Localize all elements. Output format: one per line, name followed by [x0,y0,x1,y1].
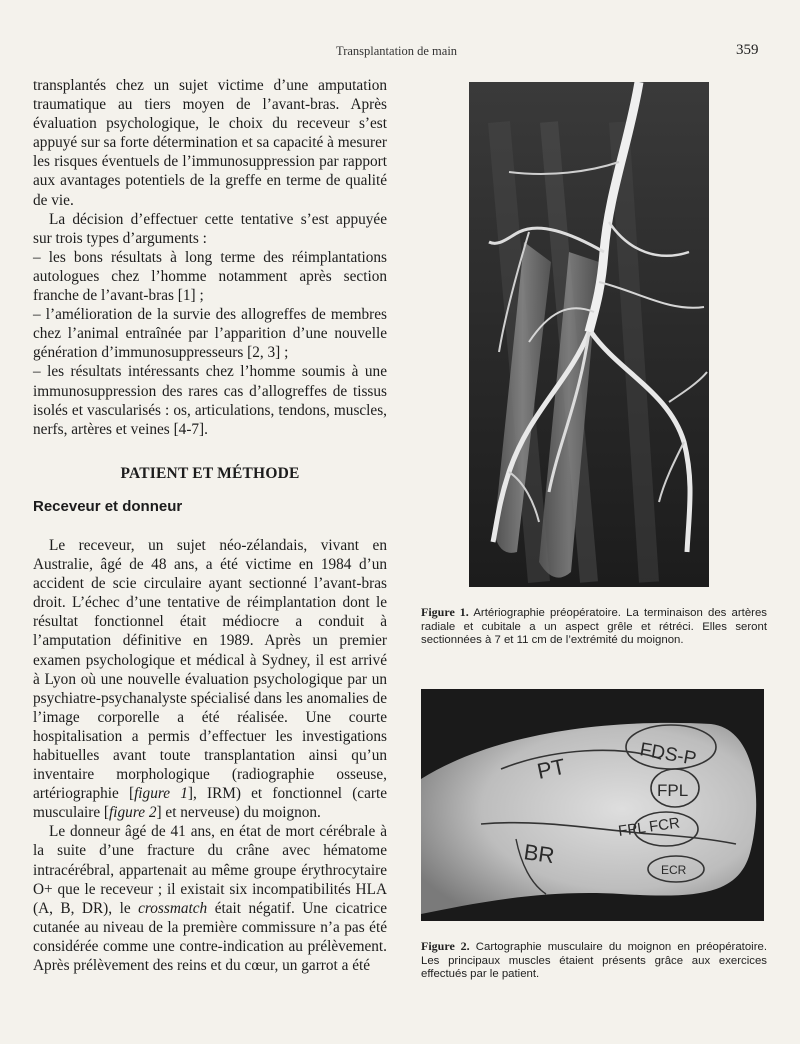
running-head [0,42,800,62]
figure-2-label: Figure 2. [421,939,470,953]
annotation-pt: PT [534,753,568,784]
paragraph-recipient [33,536,387,822]
muscle-map-illustration [421,689,764,921]
left-column [33,76,387,975]
annotation-fds-p: FDS-P [638,739,698,770]
arteriography-illustration [469,82,709,587]
figure-1-arteriography-image [469,82,709,587]
figure-1-reference: figure 1 [134,785,188,803]
crossmatch-term: crossmatch [138,899,208,917]
argument-item-3: – les résultats intéressants chez l’homme soumis à une immunosuppression des rares cas d’allogreffes de tissus isolés et vascularisés : os, articulations, tendons, muscles, nerfs, artères et veines [4-7]. [33,363,387,438]
figure-1-label: Figure 1. [421,605,469,619]
paragraph-arguments: La décision d’effectuer cette tentative s’est appuyée sur trois types d’arguments : [33,210,387,247]
donor-text-2: était négatif. Une cicatrice cutanée au niveau de la première commissure n’a pas été considérée comme une contre-indication au prélèvement. Après prélèvement des reins et du cœur, un garrot a été [33,899,388,975]
figure-2-reference: figure 2 [109,804,157,822]
section-title: PATIENT ET MÉTHODE [120,464,300,482]
figure-2-caption-text: Cartographie musculaire du moignon en préopératoire. Les principaux muscles étaient présents grâce aux exercices effectués par le patient. [421,941,767,981]
donor-text-1: Le donneur âgé de 41 ans, en état de mort cérébrale à la suite d’une fracture du crâne avec hématome intracérébral, appartenait au même groupe érythrocytaire O+ que le receveur ; il existait six incompatibilités HLA (A, B, DR), le [33,823,387,917]
annotation-br: BR [522,839,557,869]
figure-1-caption [421,606,767,648]
paragraph-donor [33,822,387,975]
argument-item-2: – l’amélioration de la survie des allogreffes de membres chez l’animal entraînée par l’apparition d’une nouvelle génération d’immunosuppresseurs [2, 3] ; [33,306,387,362]
figure-2-muscle-map-image [421,689,764,921]
annotation-ecr: ECR [661,863,687,877]
page-number: 359 [736,42,759,58]
annotation-fpl: FPL [657,781,689,800]
recipient-text-2: ], IRM) et fonctionnel (carte musculaire [ [33,785,388,822]
subsection-title: Receveur et donneur [33,497,183,515]
recipient-text-1: Le receveur, un sujet néo-zélandais, vivant en Australie, âgé de 48 ans, a été victime en 1984 d’un accident de scie circulaire ayant sectionné l’avant-bras droit. L’échec d’une tentative de réimplantation dont le résultat fonctionnel était médiocre a conduit à l’amputation définitive en 1989. Après un premier examen psychologique et médical à Sydney, il est arrivé à Lyon où une nouvelle évaluation psychologique par un psychiatre-psychanalyste spécialisé dans les anomalies de l’image corporelle a été réalisée. Une courte hospitalisation a permis d’effectuer les investigations habituelles avant toute transplantation ainsi qu’un inventaire morphologique (radiographie osseuse, artériographie [ [33,536,387,803]
paragraph-intro-continued: transplantés chez un sujet victime d’une amputation traumatique au tiers moyen de l’avant-bras. Après évaluation psychologique, le choix du receveur s’est appuyé sur sa forte détermination et sa capacité à mesurer les risques éventuels de l’immunosuppression par rapport aux avantages potentiels de la greffe en terme de qualité de vie. [33,77,387,209]
running-title: Transplantation de main [336,44,458,58]
figure-2-caption [421,940,767,982]
argument-item-1: – les bons résultats à long terme des réimplantations autologues chez l’homme notamment après section franche de l’avant-bras [1] ; [33,248,387,305]
figure-1-caption-text: Artériographie préopératoire. La terminaison des artères radiale et cubitale a un aspect grêle et rétréci. Elles seront sectionnées à 7 et 11 cm de l’extrémité du moignon. [421,607,767,647]
recipient-text-3: ] et nerveuse) du moignon. [156,804,321,822]
annotation-fpl-fcr: FPL FCR [617,814,681,840]
